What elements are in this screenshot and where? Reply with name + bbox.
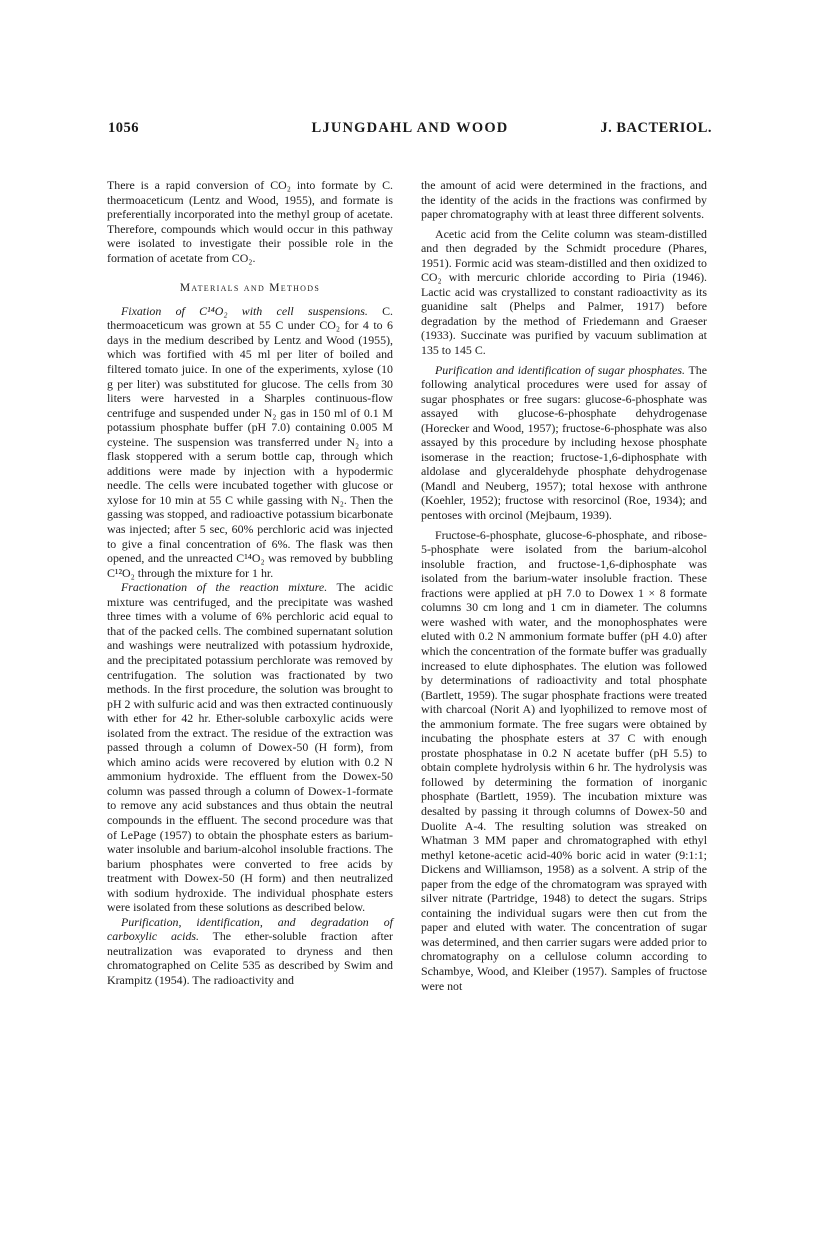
running-header xyxy=(108,120,712,140)
sugar-paragraph xyxy=(421,363,707,523)
continuation-paragraph: the amount of acid were determined in the fractions, and the identity of the acids in the fractions was confirmed by paper chromatography with at least three different solvents. xyxy=(421,178,707,222)
section-heading-materials-methods: Materials and Methods xyxy=(179,282,321,295)
sugar-heading: Purification and identification of sugar phosphates. xyxy=(435,362,686,377)
running-title: LJUNGDAHL AND WOOD xyxy=(311,120,509,136)
fractionation-paragraph xyxy=(107,580,393,915)
fixation-heading: Fixation of C¹⁴O₂ with cell suspensions. xyxy=(121,303,368,318)
fractionation-body: The acidic mixture was centrifuged, and the precipitate was washed three times with a volume of 6% perchloric acid equal to that of the packed cells. The combined supernatant solution and washings were neutralized with potassium hydroxide, and the precipitated potassium perchlorate was removed by centrifugation. The solution was fractionated by two methods. In the first procedure, the solution was brought to pH 2 with sulfuric acid and was then extracted continuously with ether for 42 hr. Ether-soluble carboxylic acids were isolated from the extract. The residue of the extraction was passed through a column of Dowex-50 (H form), from which amino acids were recovered by elution with 0.2 N ammonium hydroxide. The effluent from the Dowex-50 column was passed through a column of Dowex-1-formate to remove any acid substances and thus obtain the neutral compounds in the effluent. The second procedure was that of LePage (1957) to obtain the phosphate esters as barium-water insoluble and barium-alcohol insoluble fractions. The barium phosphates were converted to free acids by treatment with Dowex-50 (H form) and then neutralized with sodium hydroxide. The individual phosphate esters were isolated from these solutions as described below. xyxy=(107,580,393,915)
journal-name: J. BACTERIOL. xyxy=(600,120,712,136)
carboxylic-heading: Purification, identification, and degradation of carboxylic acids. xyxy=(107,914,393,944)
right-column xyxy=(421,178,707,993)
intro-paragraph: There is a rapid conversion of CO₂ into formate by C. thermoaceticum (Lentz and Wood, 1955), and formate is preferentially incorporated into the methyl group of acetate. Therefore, compounds which would occur in this pathway were isolated to investigate their possible role in the formation of acetate from CO₂. xyxy=(107,178,393,265)
left-column xyxy=(107,178,393,988)
carboxylic-paragraph xyxy=(107,915,393,988)
fixation-body: C. thermoaceticum was grown at 55 C under CO₂ for 4 to 6 days in the medium described by Lentz and Wood (1955), which was fortified with 45 ml per liter of boiled and filtered tomato juice. In one of the experiments, xylose (10 g per liter) was substituted for glucose. The cells from 30 liters were harvested in a Sharples continuous-flow centrifuge and suspended under N₂ gas in 150 ml of 0.1 M potassium phosphate buffer (pH 7.0) containing 0.005 M cysteine. The suspension was transferred under N₂ into a flask stoppered with a serum bottle cap, through which additions were made by injection with a hypodermic needle. The cells were incubated together with glucose or xylose for 10 min at 55 C while gassing with N₂. Then the gassing was stopped, and radioactive potassium bicarbonate was injected; after 5 sec, 60% perchloric acid was injected to give a final concentration of 6%. The flask was then opened, and the unreacted C¹⁴O₂ was removed by bubbling C¹²O₂ through the mixture for 1 hr. xyxy=(107,303,393,580)
page-number: 1056 xyxy=(108,120,139,136)
fructose-paragraph: Fructose-6-phosphate, glucose-6-phosphate, and ribose-5-phosphate were isolated from the barium-alcohol insoluble fraction, and fructose-1,6-diphosphate was isolated from the barium-water insoluble fraction. These fractions were applied at pH 7.0 to Dowex 1 × 8 formate columns 30 cm long and 1 cm in diameter. The columns were washed with water, and the monophosphates were eluted with 0.2 N ammonium formate buffer (pH 4.0) after which the concentration of the formate buffer was gradually increased to elute diphosphates. The elution was followed by determinations of radioactivity and total phosphate (Bartlett, 1959). The sugar phosphate fractions were treated with charcoal (Norit A) and lyophilized to remove most of the ammonium formate. The free sugars were obtained by incubating the phosphate esters at 37 C with enough prostate phosphatase in 0.2 N acetate buffer (pH 5.5) to obtain complete hydrolysis within 6 hr. The hydrolysis was followed by determining the formation of inorganic phosphate (Bartlett, 1959). The incubation mixture was desalted by passing it through columns of Dowex-50 and Duolite A-4. The resulting solution was streaked on Whatman 3 MM paper and chromatographed with ethyl methyl ketone-acetic acid-40% boric acid in water (9:1:1; Dickens and Williamson, 1958) as a solvent. A strip of the paper from the edge of the chromatogram was sprayed with silver nitrate (Partridge, 1948) to detect the sugars. Strips containing the individual sugars were then cut from the paper and eluted with water. The concentration of sugar was determined, and then carrier sugars were added prior to chromatography on a cellulose column according to Schambye, Wood, and Kleiber (1957). Samples of fructose were not xyxy=(421,527,707,993)
acetic-paragraph: Acetic acid from the Celite column was steam-distilled and then degraded by the Schmidt procedure (Phares, 1951). Formic acid was steam-distilled and then oxidized to CO₂ with mercuric chloride according to Piria (1946). Lactic acid was crystallized to constant radioactivity as its guanidine salt (Phelps and Palmer, 1917) before degradation by the method of Friedemann and Graeser (1933). Succinate was purified by vacuum sublimation at 135 to 145 C. xyxy=(421,226,707,358)
carboxylic-body: The ether-soluble fraction after neutralization was evaporated to dryness and then chromatographed on Celite 535 as described by Swim and Krampitz (1954). The radioactivity and xyxy=(107,929,393,987)
fixation-paragraph xyxy=(107,304,393,580)
fractionation-heading: Fractionation of the reaction mixture. xyxy=(121,580,328,595)
sugar-body: The following analytical procedures were used for assay of sugar phosphates or free sugars: glucose-6-phosphate was assayed with glucose-6-phosphate dehydrogenase (Horecker and Wood, 1957); fructose-6-phosphate was also assayed by this procedure by including hexose phosphate isomerase in the reaction; fructose-1,6-diphosphate with aldolase and glyceraldehyde phosphate dehydrogenase (Mandl and Neuberg, 1957); total hexose with anthrone (Koehler, 1952); fructose with resorcinol (Roe, 1934); and pentoses with orcinol (Mejbaum, 1939). xyxy=(421,362,707,523)
